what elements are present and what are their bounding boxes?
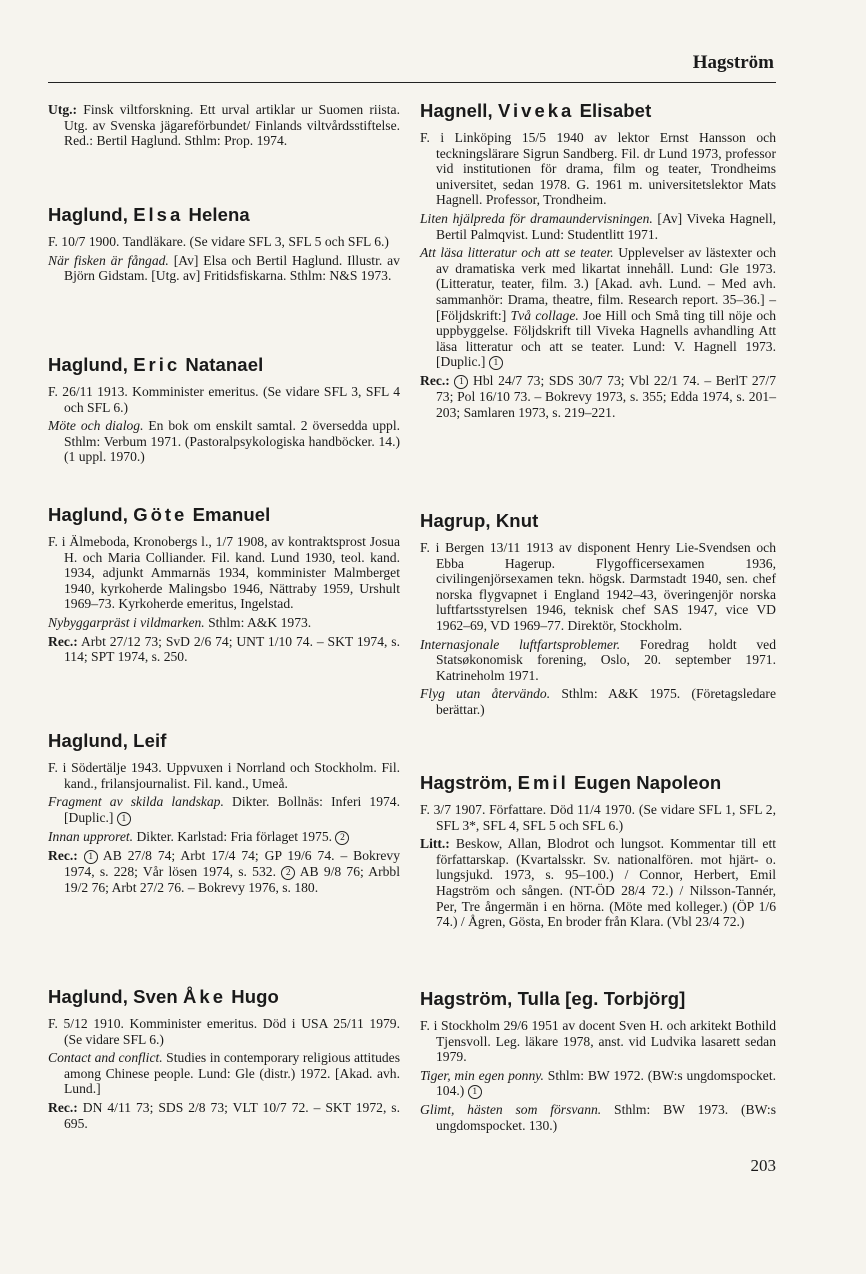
circled-number-icon: 1 <box>117 812 131 826</box>
entry-literature: Litt.: Beskow, Allan, Blodrot och lungsot. Kommentar till ett författarskap. (Kvartalsskr. Sv. nationalfören. mot hjärt- o. lungsjukd. 1973, s. 95–100.) / Connor, Herbert, Emil Hagström och sången. (NT-ÖD 28/4 72.) / Nilsson-Tannér, Per, Tre ångermän i en hörna. (Möte med kolleger.) (ÖP 1/6 74.) / Ågren, Gösta, En broder från Klara. (Vbl 23/4 72.) <box>420 836 776 930</box>
entry-bio: F. 10/7 1900. Tandläkare. (Se vidare SFL 3, SFL 5 och SFL 6.) <box>48 234 389 249</box>
entry-heading: Hagnell, Viveka Elisabet <box>420 100 652 121</box>
entry-work: Tiger, min egen ponny. Sthlm: BW 1972. (BW:s ungdomspocket. 104.) 1 <box>420 1067 776 1099</box>
entry-work: Internasjonale luftfartsproblemer. Foredrag holdt ved Statsøkonomisk forening, Oslo, 20. september 1971. Katrineholm 1971. <box>420 636 776 683</box>
circled-number-icon: 2 <box>281 866 295 880</box>
entry-reviews: Rec.: 1 AB 27/8 74; Arbt 17/4 74; GP 19/6 74. – Bokrevy 1974, s. 228; Vår lösen 1974, s. 532. 2 AB 9/8 76; Arbbl 19/2 76; Arbt 27/2 76. – Bokrevy 1976, s. 180. <box>48 847 400 895</box>
entry-haglund-gote <box>48 504 400 668</box>
utg-label: Utg.: <box>48 102 78 117</box>
circled-number-icon: 1 <box>468 1085 482 1099</box>
entry-work: Flyg utan återvändo. Sthlm: A&K 1975. (Företagsledare berättar.) <box>420 686 776 717</box>
utg-text: Finsk viltforskning. Ett urval artiklar ur Suomen riista. Utg. av Svenska jägareförbundet/ Finlands viltvårdsstiftelse. Red.: Bertil Haglund. Sthlm: Prop. 1974. <box>64 102 400 149</box>
entry-hagrup-knut <box>420 510 776 721</box>
entry-heading: Hagström, Emil Eugen Napoleon <box>420 772 722 793</box>
entry-heading: Haglund, Elsa Helena <box>48 204 250 225</box>
circled-number-icon: 1 <box>84 850 98 864</box>
entry-bio: F. 3/7 1907. Författare. Död 11/4 1970. (Se vidare SFL 1, SFL 2, SFL 3*, SFL 4, SFL 5 och SFL 6.) <box>420 802 776 833</box>
entry-bio: F. i Södertälje 1943. Uppvuxen i Norrland och Stockholm. Fil. kand., frilansjournalist. Fil. kand., Umeå. <box>48 760 400 791</box>
page-number: 203 <box>750 1156 776 1175</box>
entry-bio: F. 5/12 1910. Komminister emeritus. Död i USA 25/11 1979. (Se vidare SFL 6.) <box>48 1016 400 1047</box>
entry-hagstrom-emil <box>420 772 776 933</box>
entry-work: Att läsa litteratur och att se teater. Upplevelser av lästexter och av dramatiska verk med likartat innehåll. Lund: Gle 1973. (Litteratur, teater, film. 3.) [Akad. avh. Lund. – Med avh. sammanhör: Drama, theatre, film. Research report. 35–36.] – [Följdskrift:] Två collage. Joe Hill och Små ting till nöje och uppbyggelse. Följdskrift till Viveka Hagnells avhandling Att läsa litteratur och att se teater. Lund: V. Hagnell 1973. [Duplic.] 1 <box>420 245 777 370</box>
entry-haglund-elsa <box>48 204 400 287</box>
entry-work: Fragment av skilda landskap. Dikter. Bollnäs: Inferi 1974. [Duplic.] 1 <box>48 794 401 825</box>
entry-work: När fisken är fångad. [Av] Elsa och Bertil Haglund. Illustr. av Björn Gidstam. [Utg. av] Fritidsfiskarna. Sthlm: N&S 1973. <box>48 252 400 284</box>
entry-work: Contact and conflict. Studies in contemporary religious attitudes among Chinese people. Lund: Gle (distr.) 1972. [Akad. avh. Lund.] <box>48 1050 400 1097</box>
entry-bio: F. i Älmeboda, Kronobergs l., 1/7 1908, av kontraktsprost Josua H. och Maria Colliander. Fil. kand. Lund 1930, teol. kand. 1934, adjunkt Ammarnäs 1934, komminister Malmberget 1940, kyrkoherde Malingsbo 1946, Nättraby 1959, Urshult 1969–73. Kyrkoherde emeritus, Ingelstad. <box>48 534 400 612</box>
publisher-note <box>48 102 400 149</box>
entry-haglund-sven <box>48 986 400 1134</box>
entry-reviews: Rec.: 1 Hbl 24/7 73; SDS 30/7 73; Vbl 22/1 74. – BerlT 27/7 73; Pol 16/10 73. – Bokrevy 1973, s. 355; Edda 1974, s. 201–203; Samlaren 1973, s. 219–221. <box>420 373 776 420</box>
circled-number-icon: 1 <box>489 356 503 370</box>
entry-work: Möte och dialog. En bok om enskilt samtal. 2 översedda uppl. Sthlm: Verbum 1971. (Pastoralpsykologiska handböcker. 14.) (1 uppl. 1970.) <box>48 418 400 465</box>
entry-heading: Hagström, Tulla [eg. Torbjörg] <box>420 988 686 1009</box>
entry-bio: F. i Stockholm 29/6 1951 av docent Sven H. och arkitekt Bothild Tjensvoll. Leg. läkare 1978, anst. vid Ludvika lasarett sedan 1979. <box>420 1018 776 1065</box>
header-rule <box>48 82 776 83</box>
entry-haglund-eric <box>48 354 400 468</box>
entry-hagstrom-tulla <box>420 988 776 1137</box>
entry-work: Nybyggarpräst i vildmarken. Sthlm: A&K 1973. <box>48 614 312 630</box>
entry-bio: F. i Linköping 15/5 1940 av lektor Ernst Hansson och teckningslärare Sigrun Sandberg. Fil. dr Lund 1973, professor vid institutionen för drama, film og teater, Trondheims universitet, sedan 1978. G. 1961 m. universitetslektor Mats Hagnell. Professor, Trondheim. <box>420 130 776 208</box>
entry-intro <box>48 102 400 152</box>
circled-number-icon: 2 <box>335 831 349 845</box>
entry-bio: F. 26/11 1913. Komminister emeritus. (Se vidare SFL 3, SFL 4 och SFL 6.) <box>48 384 400 415</box>
entry-work: Innan upproret. Dikter. Karlstad: Fria förlaget 1975. 2 <box>48 829 400 845</box>
entry-heading: Haglund, Eric Natanael <box>48 354 264 375</box>
running-head: Hagström <box>692 52 774 73</box>
entry-heading: Haglund, Göte Emanuel <box>48 504 271 525</box>
entry-reviews: Rec.: DN 4/11 73; SDS 2/8 73; VLT 10/7 72. – SKT 1972, s. 695. <box>48 1099 400 1131</box>
entry-heading: Hagrup, Knut <box>420 510 539 531</box>
entry-haglund-leif <box>48 730 400 898</box>
entry-heading: Haglund, Sven Åke Hugo <box>48 986 279 1007</box>
entry-reviews: Rec.: Arbt 27/12 73; SvD 2/6 74; UNT 1/10 74. – SKT 1974, s. 114; SPT 1974, s. 250. <box>48 633 400 665</box>
entry-work: Glimt, hästen som försvann. Sthlm: BW 1973. (BW:s ungdomspocket. 130.) <box>420 1102 776 1133</box>
circled-number-icon: 1 <box>454 375 468 389</box>
entry-bio: F. i Bergen 13/11 1913 av disponent Henry Lie-Svendsen och Ebba Hagerup. Flygofficersexamen 1936, civilingenjörsexamen tekn. högsk. Darmstadt 1940, sen. chef norska flygvapnet i England 1942–43, överingenjör norska luftfartsstyrelsen 1946, teknisk chef SAS 1947, vice VD 1962–69, VD 1969–77. Direktör, Stockholm. <box>420 540 776 633</box>
entry-work: Liten hjälpreda för dramaundervisningen. [Av] Viveka Hagnell, Bertil Palmqvist. Lund: Studentlitt 1971. <box>420 210 776 242</box>
entry-heading: Haglund, Leif <box>48 730 167 751</box>
entry-hagnell-viveka <box>420 100 776 424</box>
